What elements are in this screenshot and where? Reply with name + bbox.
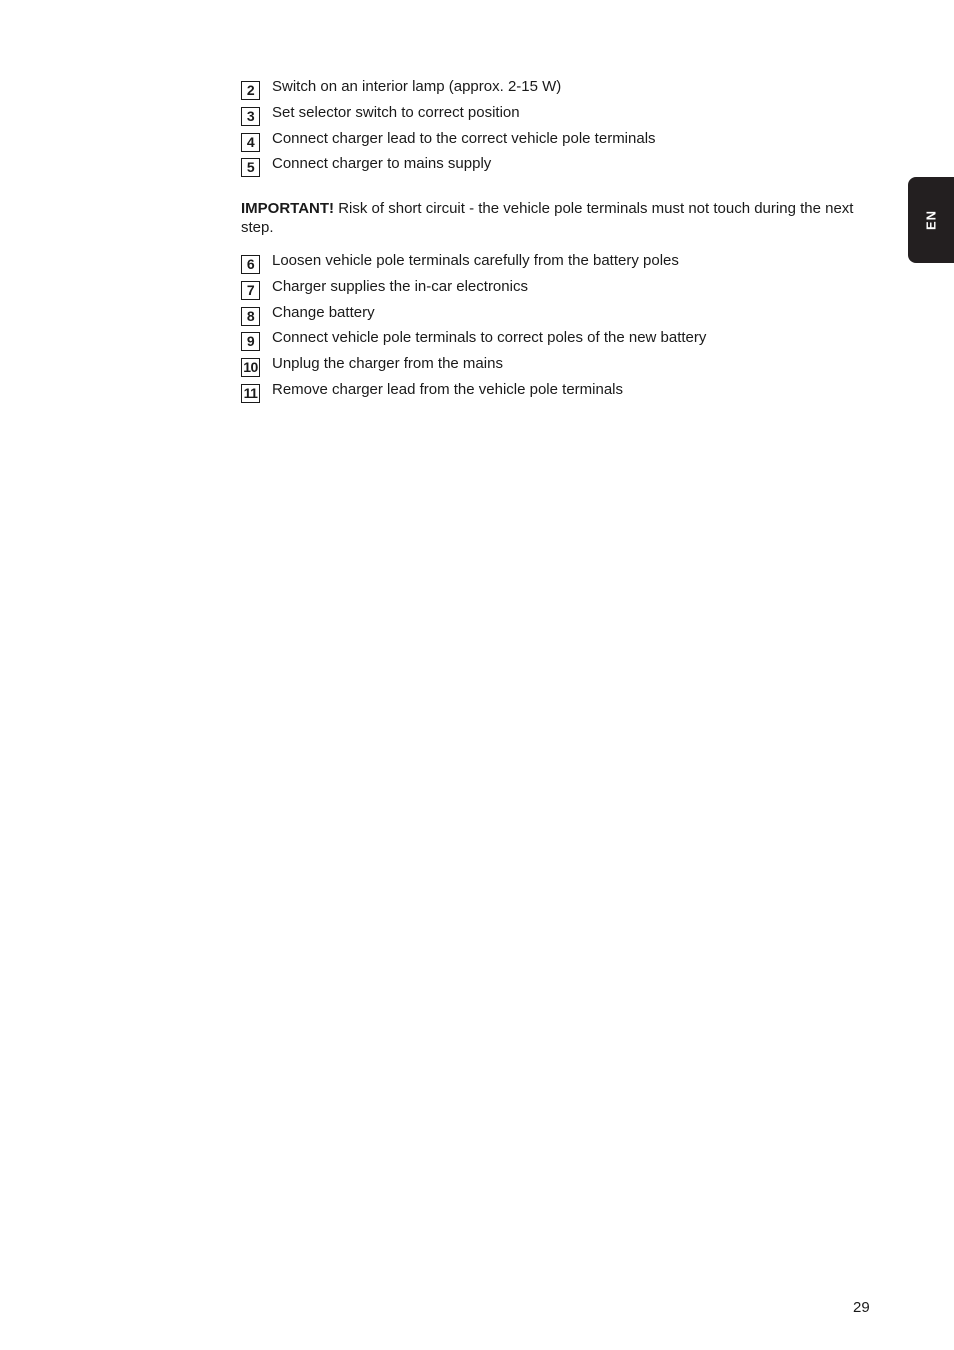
step-number: 2 bbox=[241, 81, 260, 100]
step-text: Connect vehicle pole terminals to correct poles of the new battery bbox=[272, 329, 707, 347]
important-label: IMPORTANT! bbox=[241, 200, 335, 217]
language-tab-label: EN bbox=[923, 209, 939, 231]
step-number: 7 bbox=[241, 281, 260, 300]
step-list-before bbox=[241, 76, 871, 179]
step-number: 8 bbox=[241, 307, 260, 326]
step-list-after bbox=[241, 250, 871, 405]
step-item bbox=[241, 102, 871, 128]
language-tab bbox=[908, 177, 954, 263]
step-text: Loosen vehicle pole terminals carefully from the battery poles bbox=[272, 252, 679, 269]
step-number: 6 bbox=[241, 255, 260, 274]
step-text: Set selector switch to correct position bbox=[272, 103, 520, 121]
step-item bbox=[241, 327, 871, 353]
step-item bbox=[241, 302, 871, 328]
step-item bbox=[241, 276, 871, 302]
step-item bbox=[241, 379, 871, 405]
page-number: 29 bbox=[853, 1299, 870, 1316]
step-number: 9 bbox=[241, 332, 260, 351]
step-text: Connect charger to mains supply bbox=[272, 155, 492, 173]
step-number: 5 bbox=[241, 158, 260, 177]
step-item bbox=[241, 353, 871, 379]
step-item bbox=[241, 128, 871, 154]
important-notice bbox=[241, 199, 871, 237]
step-text: Remove charger lead from the vehicle pole terminals bbox=[272, 380, 623, 398]
step-number: 3 bbox=[241, 107, 260, 126]
step-number: 4 bbox=[241, 133, 260, 152]
step-text: Switch on an interior lamp (approx. 2-15 W) bbox=[272, 78, 562, 95]
step-item bbox=[241, 76, 871, 102]
important-text: Risk of short circuit - the vehicle pole terminals must not touch during the next step. bbox=[241, 200, 854, 236]
step-text: Change battery bbox=[272, 303, 375, 321]
step-number: 10 bbox=[241, 358, 260, 377]
step-text: Charger supplies the in-car electronics bbox=[272, 277, 528, 295]
step-item bbox=[241, 153, 871, 179]
step-item bbox=[241, 250, 871, 276]
step-text: Unplug the charger from the mains bbox=[272, 355, 503, 373]
step-number: 11 bbox=[241, 384, 260, 403]
step-text: Connect charger lead to the correct vehicle pole terminals bbox=[272, 129, 656, 147]
